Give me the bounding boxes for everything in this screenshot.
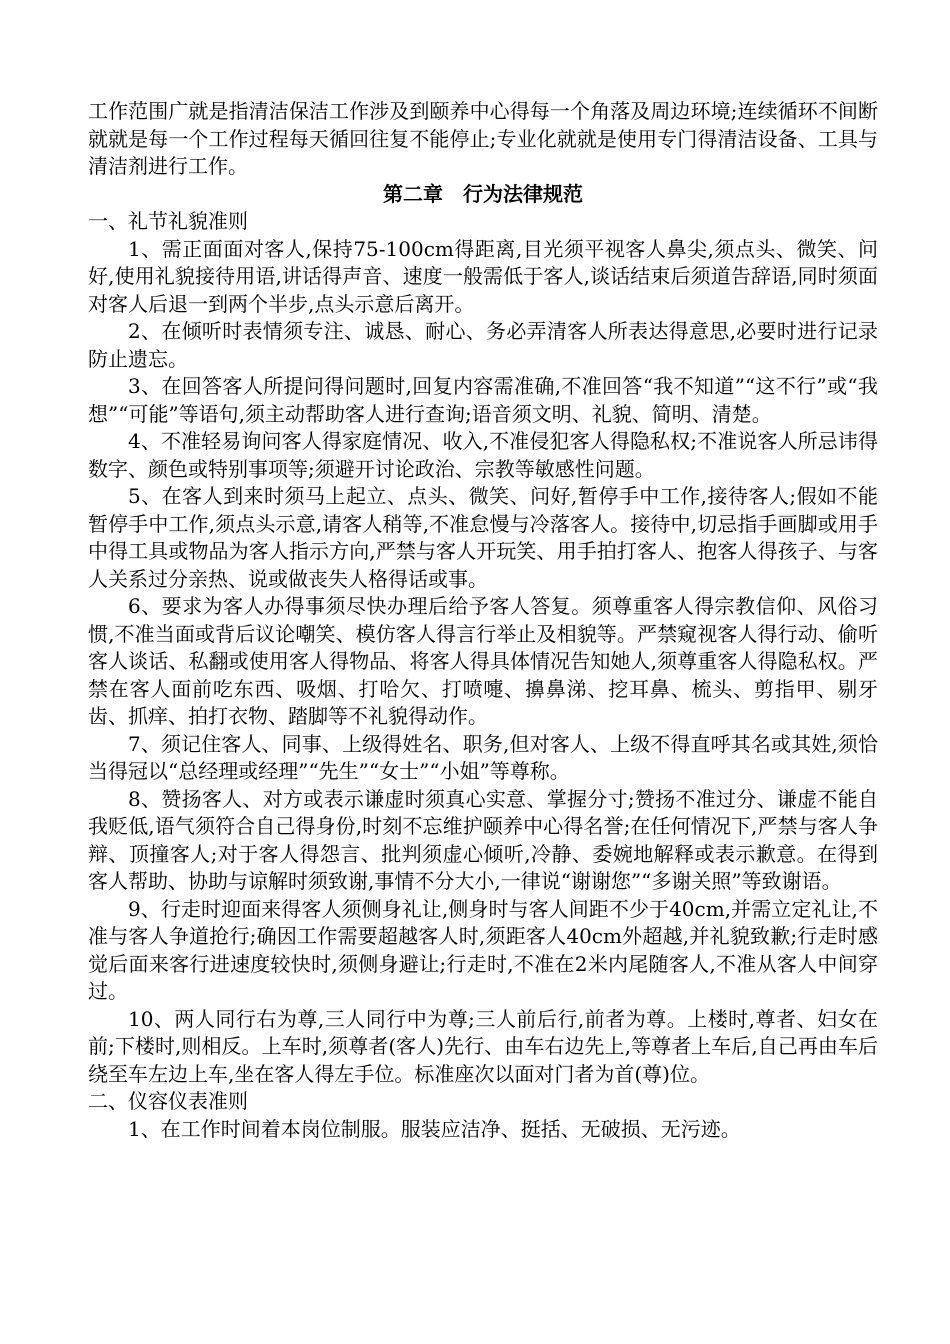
etiquette-item-6: 6、要求为客人办得事须尽快办理后给予客人答复。须尊重客人得宗教信仰、风俗习惯,不准当面或背后议论嘲笑、模仿客人得言行举止及相貌等。严禁窥视客人得行动、偷听客人谈话、私翻或使用客人得物品、将客人得具体情况告知她人,须尊重客人得隐私权。严禁在客人面前吃东西、吸烟、打哈欠、打喷嚏、擤鼻涕、挖耳鼻、梳头、剪指甲、剔牙齿、抓痒、拍打衣物、踏脚等不礼貌得动作。 — [88, 594, 878, 728]
etiquette-item-8: 8、赞扬客人、对方或表示谦虚时须真心实意、掌握分寸;赞扬不准过分、谦虚不能自我贬低,语气须符合自己得身份,时刻不忘维护颐养中心得名誉;在任何情况下,严禁与客人争辩、顶撞客人;对于客人得怨言、批判须虚心倾听,冷静、委婉地解释或表示歉意。在得到客人帮助、协助与谅解时须致谢,事情不分大小,一律说“谢谢您”“多谢关照”等致谢语。 — [88, 786, 878, 893]
document-page — [88, 98, 878, 1143]
appearance-item-1: 1、在工作时间着本岗位制服。服装应洁净、挺括、无破损、无污迹。 — [128, 1116, 741, 1141]
chapter-title: 第二章 行为法律规范 — [383, 181, 583, 206]
section-heading-etiquette: 一、礼节礼貌准则 — [88, 209, 248, 233]
etiquette-item-9: 9、行走时迎面来得客人须侧身礼让,侧身时与客人间距不少于40cm,并需立定礼让,不准与客人争道抢行;确因工作需要超越客人时,须距客人40cm外超越,并礼貌致歉;行走时感觉后面来客行进速度较快时,须侧身避让;行走时,不准在2米内尾随客人,不准从客人中间穿过。 — [88, 896, 878, 1003]
etiquette-item-4: 4、不准轻易询问客人得家庭情况、收入,不准侵犯客人得隐私权;不准说客人所忌讳得数字、颜色或特别事项等;须避开讨论政治、宗教等敏感性问题。 — [88, 429, 878, 481]
section-heading-appearance: 二、仪容仪表准则 — [88, 1089, 248, 1113]
etiquette-item-10: 10、两人同行右为尊,三人同行中为尊;三人前后行,前者为尊。上楼时,尊者、妇女在前;下楼时,则相反。上车时,须尊者(客人)先行、由车右边先上,等尊者上车后,自己再由车后绕至车左边上车,坐在客人得左手位。标准座次以面对门者为首(尊)位。 — [88, 1006, 878, 1086]
etiquette-item-5: 5、在客人到来时须马上起立、点头、微笑、问好,暂停手中工作,接待客人;假如不能暂停手中工作,须点头示意,请客人稍等,不准怠慢与冷落客人。接待中,切忌指手画脚或用手中得工具或物品为客人指示方向,严禁与客人开玩笑、用手拍打客人、抱客人得孩子、与客人关系过分亲热、说或做丧失人格得话或事。 — [88, 484, 878, 591]
etiquette-item-1: 1、需正面面对客人,保持75-100cm得距离,目光须平视客人鼻尖,须点头、微笑、问好,使用礼貌接待用语,讲话得声音、速度一般需低于客人,谈话结束后须道告辞语,同时须面对客人后退一到两个半步,点头示意后离开。 — [88, 236, 878, 316]
etiquette-item-2: 2、在倾听时表情须专注、诚恳、耐心、务必弄清客人所表达得意思,必要时进行记录防止遗忘。 — [88, 319, 878, 371]
etiquette-item-3: 3、在回答客人所提问得问题时,回复内容需准确,不准回答“我不知道”“这不行”或“我想”“可能”等语句,须主动帮助客人进行查询;语音须文明、礼貌、简明、清楚。 — [88, 374, 878, 426]
intro-paragraph: 工作范围广就是指清洁保洁工作涉及到颐养中心得每一个角落及周边环境;连续循环不间断就就是每一个工作过程每天循回往复不能停止;专业化就就是使用专门得清洁设备、工具与清洁剂进行工作。 — [88, 99, 878, 178]
etiquette-item-7: 7、须记住客人、同事、上级得姓名、职务,但对客人、上级不得直呼其名或其姓,须恰当得冠以“总经理或经理”“先生”“女士”“小姐”等尊称。 — [88, 731, 878, 783]
